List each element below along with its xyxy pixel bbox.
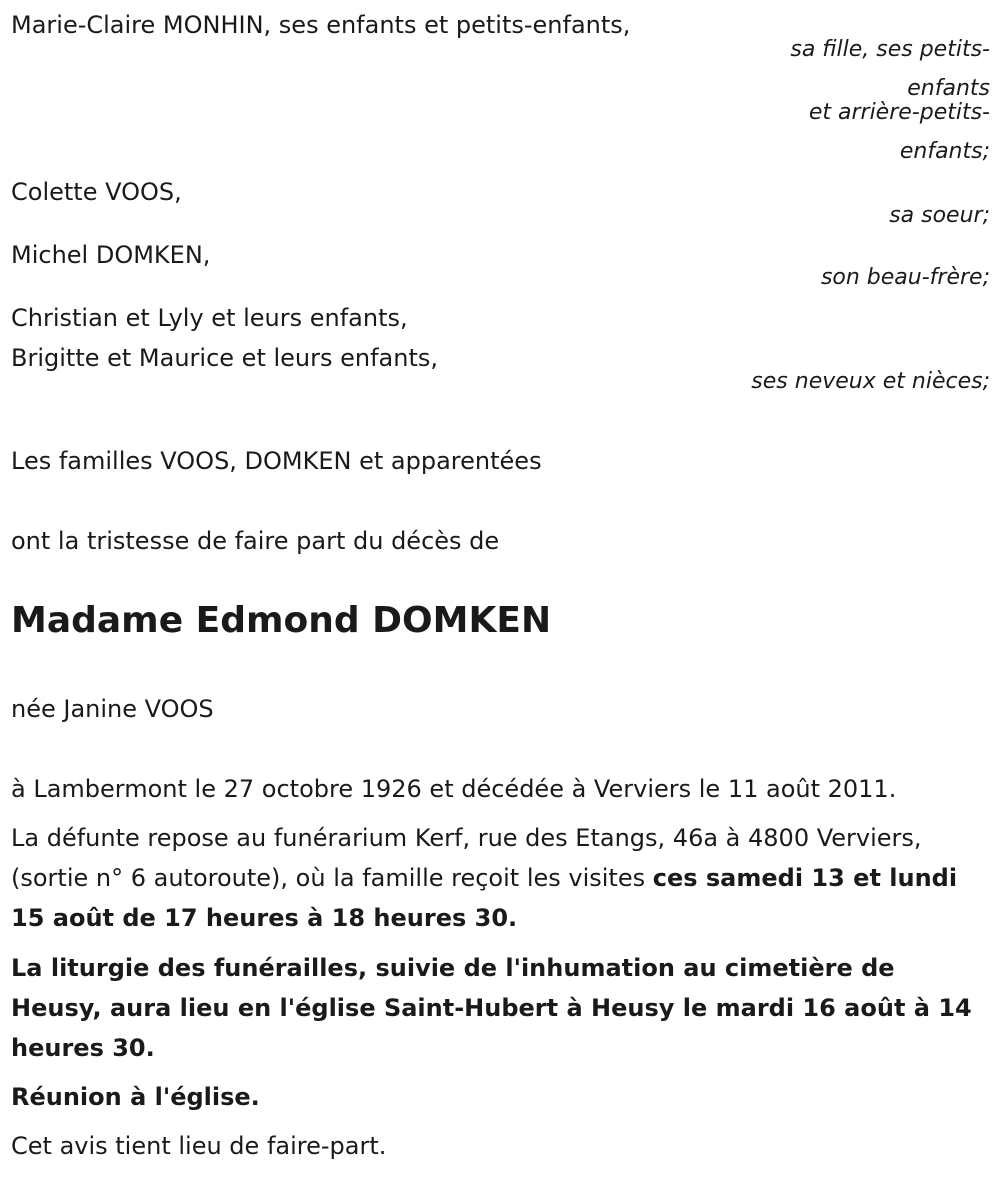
closing-note: Cet avis tient lieu de faire-part.	[11, 1132, 387, 1160]
life-dates: à Lambermont le 27 octobre 1926 et décédée à Verviers le 11 août 2011.	[11, 775, 897, 803]
meeting-note: Réunion à l'église.	[11, 1083, 260, 1111]
visitation-paragraph	[11, 818, 986, 938]
visitation-times: ces samedi 13 et lundi 15 août de 17 heures à 18 heures 30.	[11, 864, 958, 932]
announcement: ont la tristesse de faire part du décès de	[11, 527, 500, 555]
brother-in-law-relation: son beau-frère;	[820, 265, 990, 290]
nephew-line-2: Brigitte et Maurice et leurs enfants,	[11, 344, 439, 372]
daughter-relation: sa fille, ses petits-enfants	[790, 37, 990, 101]
brother-in-law-line: Michel DOMKEN,	[11, 241, 211, 269]
nephews-relation: ses neveux et nièces;	[751, 369, 990, 394]
sister-relation: sa soeur;	[889, 203, 990, 228]
birth-name: née Janine VOOS	[11, 695, 214, 723]
funeral-paragraph: La liturgie des funérailles, suivie de l'inhumation au cimetière de Heusy, aura lieu en l'église Saint-Hubert à Heusy le mardi 16 août à 14 heures 30.	[11, 954, 972, 1062]
visitation-text: La défunte repose au funérarium Kerf, rue des Etangs, 46a à 4800 Verviers, (sortie n° 6 autoroute), où la famille reçoit les visites	[11, 824, 922, 892]
daughter-line: Marie-Claire MONHIN, ses enfants et petits-enfants,	[11, 11, 631, 39]
families-line: Les familles VOOS, DOMKEN et apparentées	[11, 447, 542, 475]
grandchildren-relation: et arrière-petits-enfants;	[808, 100, 990, 164]
sister-line: Colette VOOS,	[11, 178, 182, 206]
nephew-line-1: Christian et Lyly et leurs enfants,	[11, 304, 408, 332]
deceased-name: Madame Edmond DOMKEN	[11, 600, 552, 641]
